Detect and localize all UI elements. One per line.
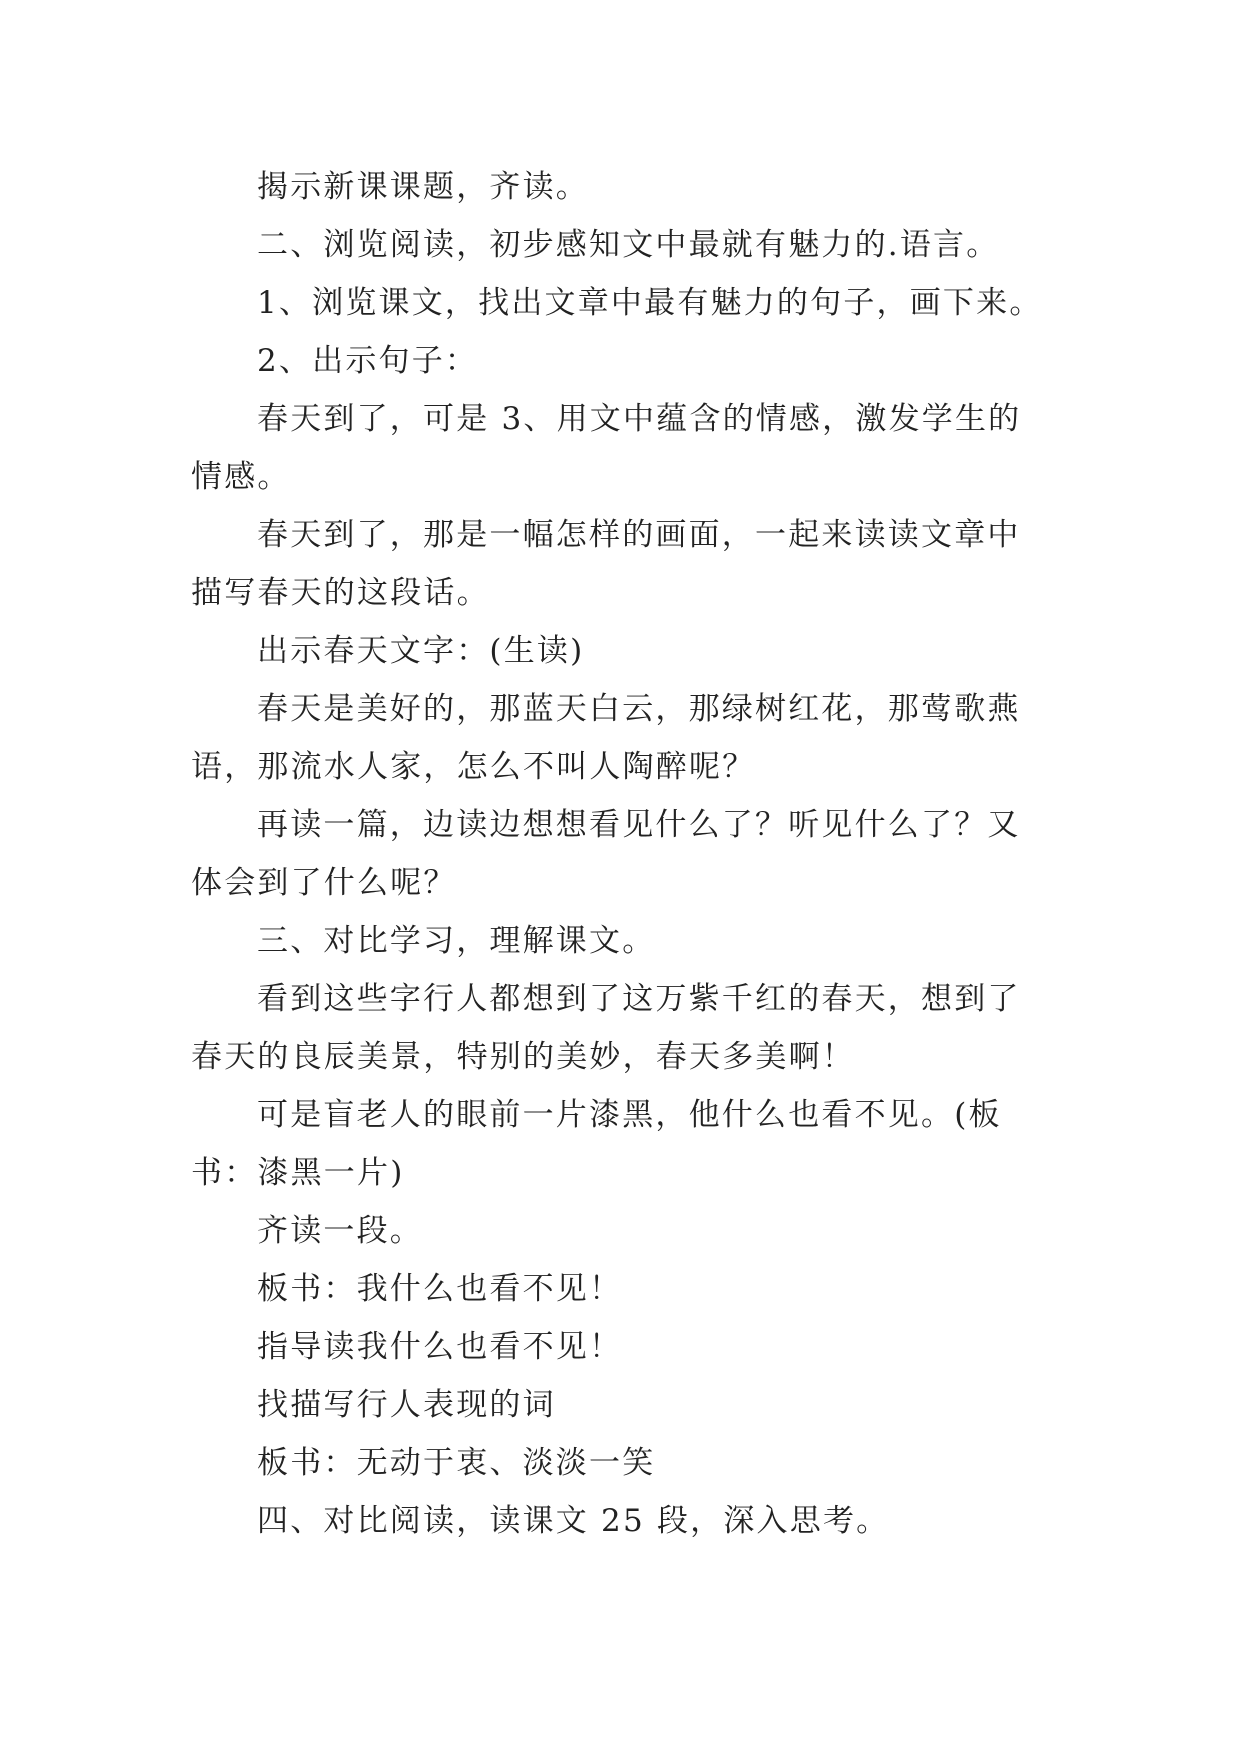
paragraph: 1、浏览课文，找出文章中最有魅力的句子，画下来。: [257, 285, 1043, 321]
paragraph: 二、浏览阅读，初步感知文中最就有魅力的.语言。: [257, 227, 1000, 263]
document-body: [191, 158, 1051, 1550]
paragraph: 板书：我什么也看不见！: [257, 1271, 623, 1307]
paragraph: 2、出示句子：: [257, 343, 479, 379]
paragraph: 春天到了，那是一幅怎样的画面，一起来读读文章中描写春天的这段话。: [191, 517, 1021, 611]
paragraph: 四、对比阅读，读课文 25 段，深入思考。: [257, 1503, 890, 1539]
paragraph: 再读一篇，边读边想想看见什么了？听见什么了？又体会到了什么呢？: [191, 807, 1021, 901]
paragraph: 出示春天文字：(生读): [257, 633, 585, 669]
paragraph: 找描写行人表现的词: [257, 1387, 556, 1423]
paragraph: 春天是美好的，那蓝天白云，那绿树红花，那莺歌燕语，那流水人家，怎么不叫人陶醉呢？: [191, 691, 1021, 785]
paragraph: 看到这些字行人都想到了这万紫千红的春天，想到了春天的良辰美景，特别的美妙，春天多美啊！: [191, 981, 1021, 1075]
paragraph: 三、对比学习，理解课文。: [257, 923, 656, 959]
paragraph: 揭示新课课题，齐读。: [257, 169, 589, 205]
paragraph: 指导读我什么也看不见！: [257, 1329, 623, 1365]
paragraph: 可是盲老人的眼前一片漆黑，他什么也看不见。(板书：漆黑一片): [191, 1097, 1002, 1191]
paragraph: 板书：无动于衷、淡淡一笑: [257, 1445, 656, 1481]
paragraph: 齐读一段。: [257, 1213, 423, 1249]
paragraph: 春天到了，可是 3、用文中蕴含的情感，激发学生的情感。: [191, 401, 1022, 495]
